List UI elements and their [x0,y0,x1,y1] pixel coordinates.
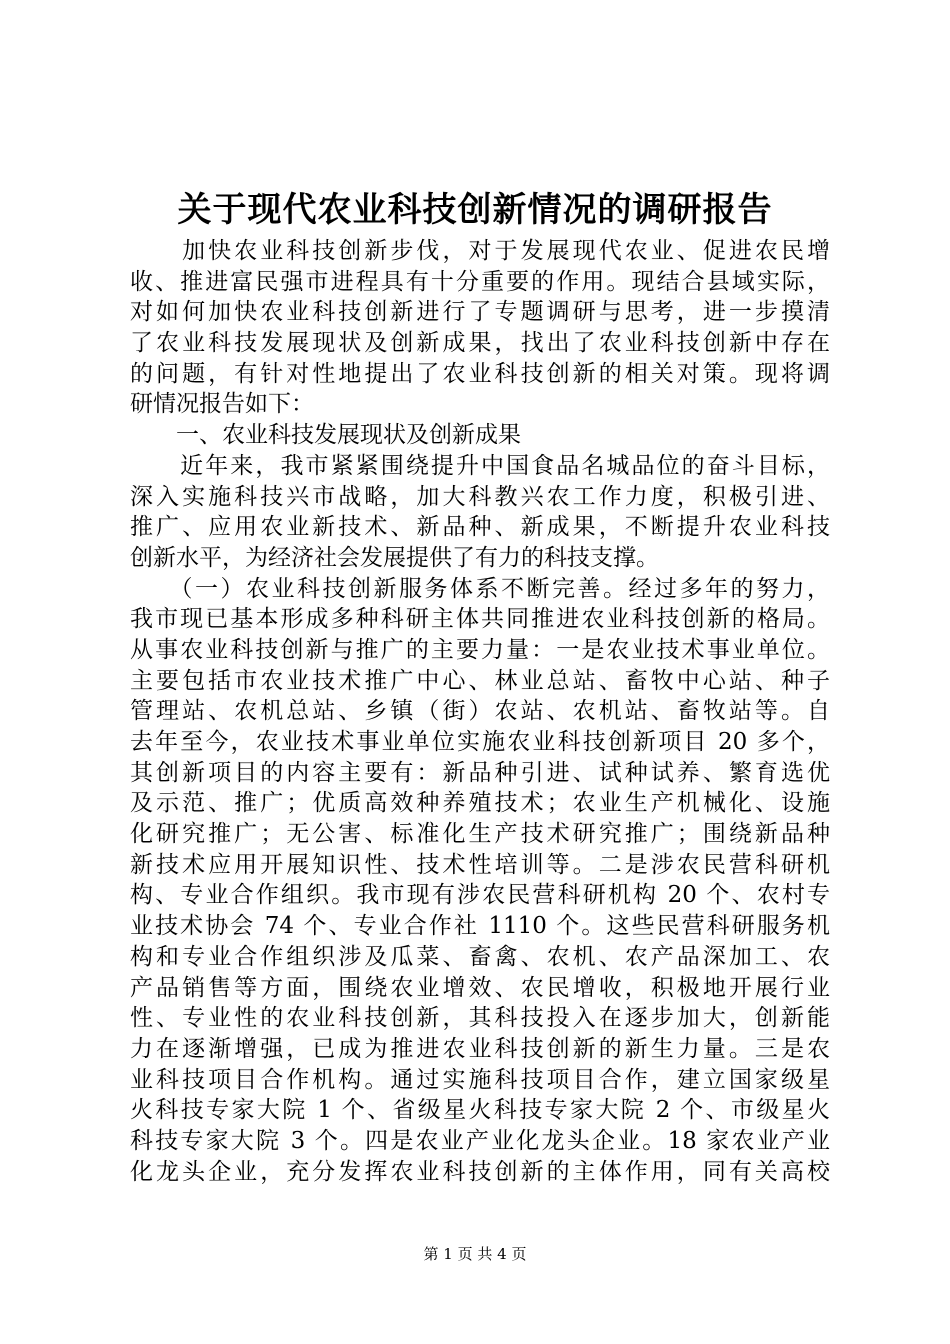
text-line: （一）农业科技创新服务体系不断完善。经过多年的努力， [130,575,830,602]
text-line: 收、推进富民强市进程具有十分重要的作用。现结合县域实际， [130,268,830,295]
text-line: 化龙头企业，充分发挥农业科技创新的主体作用，同有关高校 [130,1158,830,1185]
text-line: 产品销售等方面，围绕农业增效、农民增收，积极地开展行业 [130,974,830,1001]
document-body [130,236,830,1187]
text-line: 的问题，有针对性地提出了农业科技创新的相关对策。现将调 [130,360,830,387]
document-title: 关于现代农业科技创新情况的调研报告 [177,190,773,230]
text-line: 从事农业科技创新与推广的主要力量：一是农业技术事业单位。 [130,636,830,663]
text-line: 深入实施科技兴市战略，加大科教兴农工作力度，积极引进、 [130,483,830,510]
text-line: 新技术应用开展知识性、技术性培训等。二是涉农民营科研机 [130,851,830,878]
text-line: 其创新项目的内容主要有：新品种引进、试种试养、繁育选优 [130,759,830,786]
text-line: 业科技项目合作机构。通过实施科技项目合作，建立国家级星 [130,1066,830,1093]
text-line: 近年来，我市紧紧围绕提升中国食品名城品位的奋斗目标， [130,452,830,479]
text-line: 去年至今，农业技术事业单位实施农业科技创新项目 20 多个， [130,729,830,755]
text-line: 力在逐渐增强，已成为推进农业科技创新的新生力量。三是农 [130,1035,830,1062]
text-line: 研情况报告如下： [130,391,314,418]
text-line: 业技术协会 74 个、专业合作社 1110 个。这些民营科研服务机 [130,913,830,940]
text-line: 火科技专家大院 1 个、省级星火科技专家大院 2 个、市级星火 [130,1097,830,1124]
text-line: 加快农业科技创新步伐，对于发展现代农业、促进农民增 [130,238,830,264]
page-footer: 第 1 页 共 4 页 [423,1245,527,1263]
text-line: 及示范、推广；优质高效种养殖技术；农业生产机械化、设施 [130,790,830,817]
text-line: 性、专业性的农业科技创新，其科技投入在逐步加大，创新能 [130,1005,830,1032]
text-line: 主要包括市农业技术推广中心、林业总站、畜牧中心站、种子 [130,667,830,694]
text-line: 一、农业科技发展现状及创新成果 [130,422,521,449]
text-line: 化研究推广；无公害、标准化生产技术研究推广；围绕新品种 [130,821,830,848]
text-line: 管理站、农机总站、乡镇（街）农站、农机站、畜牧站等。自 [130,698,830,725]
text-line: 对如何加快农业科技创新进行了专题调研与思考，进一步摸清 [130,299,830,326]
text-line: 我市现已基本形成多种科研主体共同推进农业科技创新的格局。 [130,606,830,633]
text-line: 推广、应用农业新技术、新品种、新成果，不断提升农业科技 [130,514,830,541]
text-line: 构和专业合作组织涉及瓜菜、畜禽、农机、农产品深加工、农 [130,943,830,970]
text-line: 构、专业合作组织。我市现有涉农民营科研机构 20 个、农村专 [130,882,830,909]
text-line: 创新水平，为经济社会发展提供了有力的科技支撑。 [130,544,659,571]
text-line: 了农业科技发展现状及创新成果，找出了农业科技创新中存在 [130,330,830,357]
text-line: 科技专家大院 3 个。四是农业产业化龙头企业。18 家农业产业 [130,1127,830,1154]
